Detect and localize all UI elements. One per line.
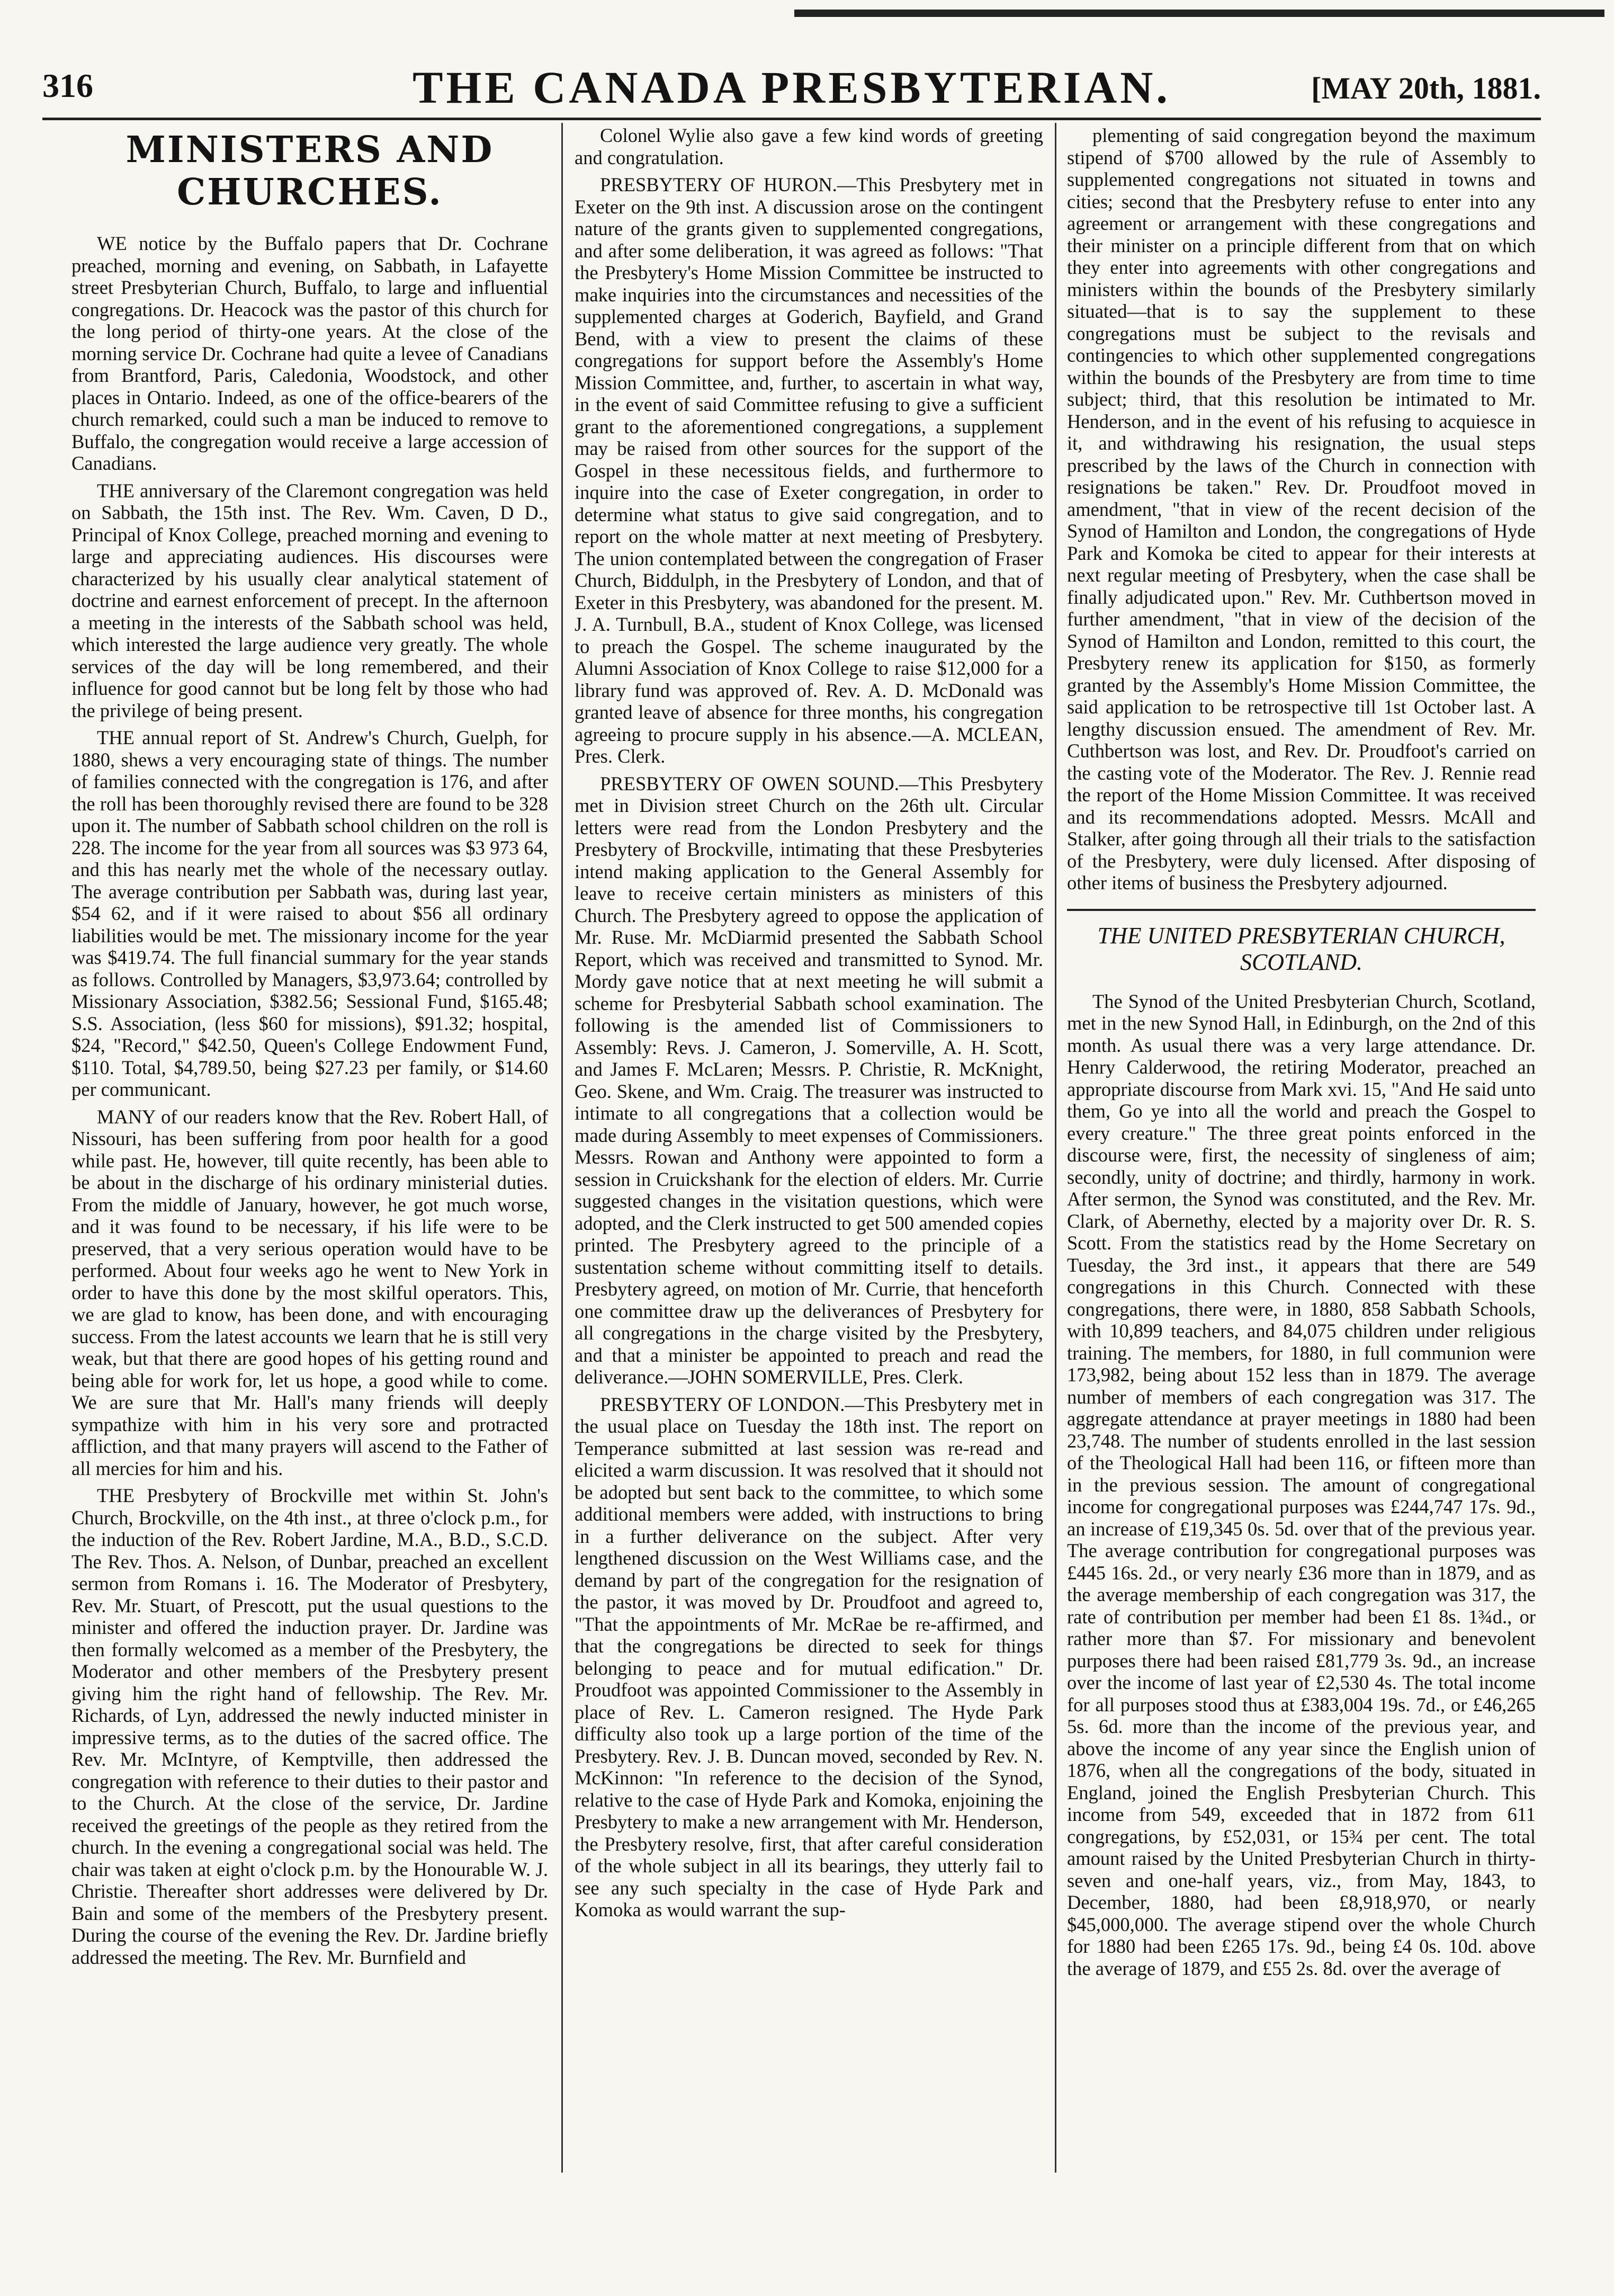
column-3	[1067, 124, 1536, 2174]
article-paragraph: THE Presbytery of Brockville met within St. John's Church, Brockville, on the 4th inst., at three o'clock p.m., for the induction of the Rev. Robert Jardine, M.A., B.D., S.C.D. The Rev. Thos. A. Nelson, of Dunbar, preached an excellent sermon from Romans i. 16. The Moderator of Presbytery, Rev. Mr. Stuart, of Prescott, put the usual questions to the minister and offered the induction prayer. Dr. Jardine was then formally welcomed as a member of the Presbytery, the Moderator and other members of the Presbytery present giving him the right hand of fellowship. The Rev. Mr. Richards, of Lyn, addressed the newly inducted minister in impressive terms, as to the duties of the sacred office. The Rev. Mr. McIntyre, of Kemptville, then addressed the congregation with reference to their duties to their pastor and to the Church. At the close of the service, Dr. Jardine received the greetings of the people as they retired from the church. In the evening a congregational social was held. The chair was taken at eight o'clock p.m. by the Honourable W. J. Christie. Thereafter short addresses were delivered by Dr. Bain and some of the members of the Presbytery present. During the course of the evening the Rev. Dr. Jardine briefly addressed the meeting. The Rev. Mr. Burnfield and	[71, 1485, 548, 1968]
article-paragraph: THE annual report of St. Andrew's Church, Guelph, for 1880, shews a very encouraging state of things. The number of families connected with the congregation is 176, and after the roll has been thoroughly revised there are found to be 328 upon it. The number of Sabbath school children on the roll is 228. The income for the year from all sources was $3 973 64, and this has nearly met the whole of the necessary outlay. The average contribution per Sabbath was, during last year, $54 62, and if it were raised to about $56 all ordinary liabilities would be met. The missionary income for the year was $419.74. The full financial summary for the year stands as follows. Controlled by Managers, $3,973.64; controlled by Missionary Association, $382.56; Sessional Fund, $165.48; S.S. Association, (less $60 for missions), $91.32; hospital, $24, "Record," $42.50, Queen's College Endowment Fund, $110. Total, $4,789.50, being $27.23 per family, or $14.60 per communicant.	[71, 727, 548, 1100]
column-2	[575, 124, 1043, 2174]
section-title: THE UNITED PRESBYTERIAN CHURCH, SCOTLAND.	[1097, 922, 1505, 975]
article-paragraph: THE anniversary of the Claremont congregation was held on Sabbath, the 15th inst. The Rev. Wm. Caven, D D., Principal of Knox College, preached morning and evening to large and appreciating audiences. His discourses were characterized by his usually clear analytical statement of doctrine and earnest enforcement of precept. In the afternoon a meeting in the interests of the Sabbath school was held, which interested the large audience very greatly. The whole services of the day will be long remembered, and their influence for good cannot but be long felt by those who had the privilege of being present.	[71, 479, 548, 721]
section-rule	[1067, 909, 1536, 911]
column-1	[71, 124, 548, 2174]
section-title: MINISTERS AND CHURCHES.	[125, 129, 494, 213]
publication-title: THE CANADA PRESBYTERIAN.	[413, 62, 1171, 113]
article-paragraph: plementing of said congregation beyond the maximum stipend of $700 allowed by the rule of Assembly to supplemented congregations not situated in towns and cities; second that the Presbytery refuse to enter into any agreement or arrangement with these congregations and their minister on a principle different from that on which they enter into agreements with other congregations and ministers within the bounds of the Presbytery similarly situated—that is to say the supplement to these congregations must be subject to the revisals and contingencies to which other supplemented congregations within the bounds of the Presbytery are from time to time subject; third, that this resolution be intimated to Mr. Henderson, and in the event of his refusing to acquiesce in it, and withdrawing his resignation, the usual steps prescribed by the laws of the Church in connection with resignations be taken." Rev. Dr. Proudfoot moved in amendment, "that in view of the recent decision of the Synod of Hamilton and London, the congregations of Hyde Park and Komoka be cited to appear for their interests at next regular meeting of Presbytery, when the case shall be finally adjudicated upon." Rev. Mr. Cuthbertson moved in further amendment, "that in view of the decision of the Synod of Hamilton and London, remitted to this court, the Presbytery renew its application for $150, as formerly granted by the Assembly's Home Mission Committee, the said application to be retrospective till 1st October last. A lengthy discussion ensued. The amendment of Rev. Mr. Cuthbertson was lost, and Rev. Dr. Proudfoot's carried on the casting vote of the Moderator. The Rev. J. Rennie read the report of the Home Mission Committee. It was received and its recommendations adopted. Messrs. McAll and Stalker, after going through all their trials to the satisfaction of the Presbytery, were duly licensed. After disposing of other items of business the Presbytery adjourned.	[1067, 124, 1536, 894]
binding-margin	[3, 106, 24, 741]
page-number: 316	[42, 67, 93, 104]
article-paragraph: MANY of our readers know that the Rev. Robert Hall, of Nissouri, has been suffering from poor health for a good while past. He, however, till quite recently, has been able to be about in the discharge of his ordinary ministerial duties. From the middle of January, however, he got much worse, and it was found to be necessary, if his life were to be preserved, that a very serious operation would have to be performed. About four weeks ago he went to New York in order to have this done by the most skilful operators. This, we are glad to know, has been done, and with encouraging success. From the latest accounts we learn that he is still very weak, but that there are good hopes of his getting round and being able for work for, let us hope, a good while to come. We are sure that Mr. Hall's many friends will deeply sympathize with him in his very sore and protracted affliction, and that many prayers will ascend to the Father of all mercies for him and his.	[71, 1105, 548, 1479]
article-paragraph: PRESBYTERY OF OWEN SOUND.—This Presbytery met in Division street Church on the 26th ult. Circular letters were read from the London Presbytery and the Presbytery of Brockville, intimating that these Presbyteries intend making application to the General Assembly for leave to receive certain ministers as ministers of this Church. The Presbytery agreed to oppose the application of Mr. Ruse. Mr. McDiarmid presented the Sabbath School Report, which was received and transmitted to Synod. Mr. Mordy gave notice that at next meeting he will submit a scheme for Presbyterial Sabbath school examination. The following is the amended list of Commissioners to Assembly: Revs. J. Cameron, J. Somerville, A. H. Scott, and James F. McLaren; Messrs. P. Christie, R. McKnight, Geo. Skene, and Wm. Craig. The treasurer was instructed to intimate to all congregations that a collection would be made during Assembly to meet expenses of Commissioners. Messrs. Rowan and Anthony were appointed to form a session in Cruickshank for the election of elders. Mr. Currie suggested changes in the visitation questions, which were adopted, and the Clerk instructed to get 500 amended copies printed. The Presbytery agreed to the principle of a sustentation scheme without committing itself to details. Presbytery agreed, on motion of Mr. Currie, that henceforth one committee draw up the deliverances of Presbytery for all congregations in the charge visited by the Presbytery, and that a minister be appointed to preach and read the deliverance.—JOHN SOMERVILLE, Pres. Clerk.	[575, 772, 1043, 1388]
article-paragraph: WE notice by the Buffalo papers that Dr. Cochrane preached, morning and evening, on Sabbath, in Lafayette street Presbyterian Church, Buffalo, to large and influential congregations. Dr. Heacock was the pastor of this church for the long period of thirty-one years. At the close of the morning service Dr. Cochrane had quite a levee of Canadians from Brantford, Paris, Caledonia, Woodstock, and other places in Ontario. Indeed, as one of the office-bearers of the church remarked, could such a man be induced to remove to Buffalo, the congregation would receive a large accession of Canadians.	[71, 233, 548, 474]
issue-date: [MAY 20th, 1881.	[1311, 71, 1541, 105]
column-divider	[1055, 123, 1056, 2173]
article-paragraph: PRESBYTERY OF LONDON.—This Presbytery met in the usual place on Tuesday the 18th inst. The report on Temperance submitted at last session was re-read and elicited a warm discussion. It was resolved that it should not be adopted but sent back to the committee, to which some additional members were added, with instructions to bring in a further deliverance on the subject. After very lengthened discussion on the West Williams case, and the demand by part of the congregation for the resignation of the pastor, it was moved by Dr. Proudfoot and agreed to, "That the appointments of Mr. McRae be re-affirmed, and that the congregations be directed to seek for things belonging to peace and for mutual edification." Dr. Proudfoot was appointed Commissioner to the Assembly in place of Rev. L. Cameron resigned. The Hyde Park difficulty also took up a large portion of the time of the Presbytery. Rev. J. B. Duncan moved, seconded by Rev. N. McKinnon: "In reference to the decision of the Synod, relative to the case of Hyde Park and Komoka, enjoining the Presbytery to make a new arrangement with Mr. Henderson, the Presbytery resolve, first, that after careful consideration of the whole subject in all its bearings, they utterly fail to see any such specialty in the case of Hyde Park and Komoka as would warrant the sup-	[575, 1393, 1043, 1920]
article-paragraph: PRESBYTERY OF HURON.—This Presbytery met in Exeter on the 9th inst. A discussion arose on the contingent nature of the grants given to supplemented congregations, and after some deliberation, it was agreed as follows: "That the Presbytery's Home Mission Committee be instructed to make inquiries into the circumstances and necessities of the supplemented charges at Goderich, Bayfield, and Grand Bend, with a view to present the claims of these congregations for support before the Assembly's Home Mission Committee, and, further, to ascertain in what way, in the event of said Committee refusing to give a sufficient grant to the aforementioned congregations, a supplement may be raised from other sources for the support of the Gospel in these necessitous fields, and furthermore to inquire into the case of Exeter congregation, in order to determine what status to give said congregation, and to report on the whole matter at next meeting of Presbytery. The union contemplated between the congregation of Fraser Church, Biddulph, in the Presbytery of London, and that of Exeter in this Presbytery, was abandoned for the present. M. J. A. Turnbull, B.A., student of Knox College, was licensed to preach the Gospel. The scheme inaugurated by the Alumni Association of Knox College to raise $12,000 for a library fund was approved of. Rev. A. D. McDonald was granted leave of absence for three months, his congregation agreeing to procure supply in his absence.—A. MCLEAN, Pres. Clerk.	[575, 174, 1043, 767]
page-header	[42, 61, 1541, 119]
column-divider	[561, 123, 563, 2173]
top-border-rule	[794, 10, 1604, 17]
header-rule	[42, 118, 1541, 120]
article-paragraph: The Synod of the United Presbyterian Church, Scotland, met in the new Synod Hall, in Edinburgh, on the 2nd of this month. As usual there was a very large attendance. Dr. Henry Calderwood, the retiring Moderator, preached an appropriate discourse from Mark xvi. 15, "And He said unto them, Go ye into all the world and preach the Gospel to every creature." The three great points enforced in the discourse were, first, the necessity of singleness of aim; secondly, unity of doctrine; and thirdly, harmony in work. After sermon, the Synod was constituted, and the Rev. Mr. Clark, of Abernethy, elected by a majority over Dr. R. S. Scott. From the statistics read by the Home Secretary on Tuesday, the 3rd inst., it appears that there are 549 congregations in this Church. Connected with these congregations, there were, in 1880, 858 Sabbath Schools, with 10,899 teachers, and 84,075 children under religious training. The members, for 1880, in full communion were 173,982, being about 152 less than in 1879. The average number of members of each congregation was 317. The aggregate attendance at prayer meetings in 1880 had been 23,748. The number of students enrolled in the last session of the Theological Hall had been 116, or fifteen more than in the previous session. The amount of congregational income for congregational purposes was £244,747 17s. 9d., an increase of £19,345 0s. 5d. over that of the previous year. The average contribution for congregational purposes was £445 16s. 2d., or very nearly £36 more than in 1879, and as the average membership of each congregation was 317, the rate of contribution per member had been £1 8s. 1¾d., or rather more than $7. For missionary and benevolent purposes there had been raised £81,779 3s. 9d., an increase over the income of last year of £2,530 4s. The total income for all purposes stood thus at £383,004 19s. 7d., or £46,265 5s. 6d. more than the income of the previous year, and above the income of any year since the English union of 1876, when all the congregations of the body, situated in England, joined the English Presbyterian Church. This income from 549, exceeded that in 1872 from 611 congregations, by £52,031, or 15¾ per cent. The total amount raised by the United Presbyterian Church in thirty-seven and one-half years, viz., from May, 1843, to December, 1880, had been £8,918,970, or nearly $45,000,000. The average stipend over the whole Church for 1880 had been £265 17s. 9d., being £4 0s. 10d. above the average of 1879, and £55 2s. 8d. over the average of	[1067, 990, 1536, 1979]
article-paragraph: Colonel Wylie also gave a few kind words of greeting and congratulation.	[575, 124, 1043, 168]
